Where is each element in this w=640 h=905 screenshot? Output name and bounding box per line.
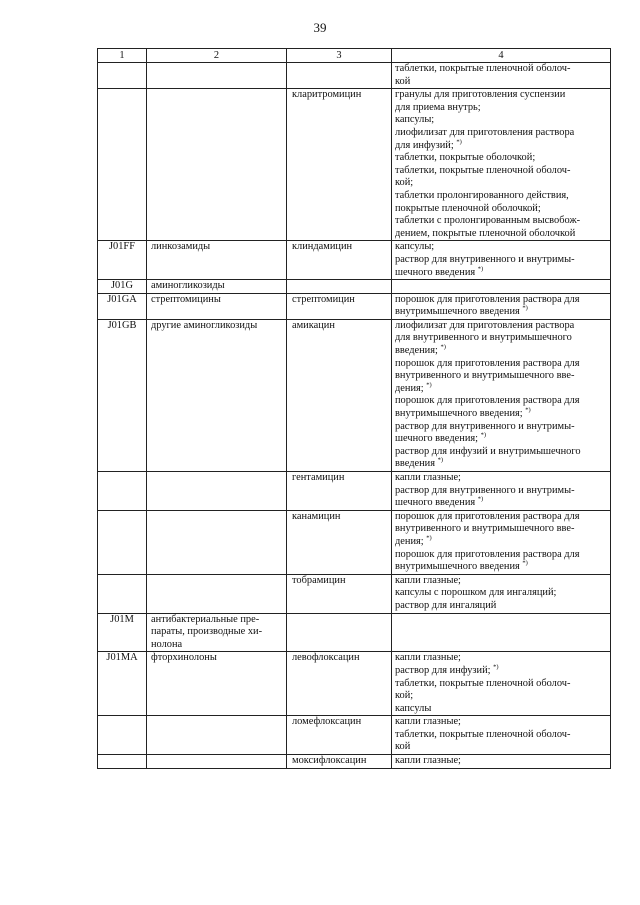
table-row — [98, 652, 611, 716]
drug-name-cell: стрептомицин — [287, 293, 392, 319]
dosage-form-line: таблетки, покрытые пленочной оболоч- — [395, 728, 571, 740]
group-name-cell — [147, 574, 287, 613]
group-name-cell — [147, 63, 287, 89]
group-name-cell — [147, 652, 287, 716]
dosage-form-line: лиофилизат для приготовления раствора — [395, 319, 575, 331]
footnote-mark: *) — [456, 138, 462, 146]
dosage-form-line: таблетки, покрытые оболочкой; — [395, 152, 536, 164]
dosage-form-line: таблетки с пролонгированным высвобож- — [395, 215, 581, 227]
dosage-form-line: кой; — [395, 690, 414, 702]
dosage-form-line: таблетки пролонгированного действия, — [395, 189, 569, 201]
table-row — [98, 755, 611, 769]
dosage-forms-cell — [392, 652, 611, 716]
cell-line: нолона — [151, 638, 183, 650]
drug-table — [97, 48, 611, 769]
drug-name-cell: клиндамицин — [287, 241, 392, 280]
group-name-cell — [147, 716, 287, 755]
dosage-form-line: порошок для приготовления раствора для — [395, 548, 580, 560]
group-name-cell — [147, 280, 287, 294]
dosage-form-line: внутривенного и внутримышечного вве- — [395, 370, 575, 382]
table-row — [98, 510, 611, 574]
header-col-3: 3 — [287, 49, 392, 63]
cell-line: антибактериальные пре- — [151, 613, 260, 625]
table-row — [98, 63, 611, 89]
atc-code-cell: J01M — [98, 613, 147, 652]
dosage-form-line: кой — [395, 741, 411, 753]
dosage-forms-cell — [392, 89, 611, 241]
atc-code-cell — [98, 63, 147, 89]
dosage-forms-cell — [392, 241, 611, 280]
dosage-forms-cell — [392, 716, 611, 755]
atc-code-cell: J01FF — [98, 241, 147, 280]
dosage-forms-cell — [392, 510, 611, 574]
cell-line: аминогликозиды — [151, 280, 225, 292]
dosage-form-line: покрытые пленочной оболочкой; — [395, 202, 541, 214]
dosage-form-line: кой — [395, 75, 411, 87]
atc-code-cell — [98, 472, 147, 511]
group-name-cell — [147, 89, 287, 241]
table-row — [98, 574, 611, 613]
atc-code-cell: J01MA — [98, 652, 147, 716]
atc-code-cell — [98, 89, 147, 241]
dosage-form-line: дения; *) — [395, 534, 432, 547]
dosage-form-line: капли глазные; — [395, 472, 461, 483]
dosage-form-line: раствор для ингаляций — [395, 599, 497, 611]
dosage-forms-cell — [392, 319, 611, 471]
header-col-1: 1 — [98, 49, 147, 63]
atc-code-cell — [98, 510, 147, 574]
dosage-form-line: лиофилизат для приготовления раствора — [395, 126, 575, 138]
drug-name-cell: канамицин — [287, 510, 392, 574]
header-col-2: 2 — [147, 49, 287, 63]
dosage-form-line: капли глазные; — [395, 716, 461, 728]
dosage-form-line: внутримышечного введения; *) — [395, 406, 531, 420]
table-row — [98, 89, 611, 241]
group-name-cell — [147, 510, 287, 574]
drug-name-cell — [287, 613, 392, 652]
dosage-form-line: порошок для приготовления раствора для — [395, 510, 580, 522]
table-body — [98, 63, 611, 769]
footnote-mark: *) — [437, 456, 444, 464]
dosage-form-line: для внутривенного и внутримышечного — [395, 332, 572, 344]
cell-line: другие аминогликозиды — [151, 319, 258, 331]
cell-line: стрептомицины — [151, 293, 221, 305]
dosage-form-line: раствор для инфузий; *) — [395, 663, 499, 676]
group-name-cell — [147, 319, 287, 471]
dosage-forms-cell — [392, 280, 611, 294]
dosage-form-line: раствор для инфузий и внутримышечного — [395, 445, 581, 457]
table-row — [98, 716, 611, 755]
cell-line: линкозамиды — [151, 241, 211, 253]
drug-name-cell — [287, 63, 392, 89]
dosage-form-line: для приема внутрь; — [395, 101, 481, 113]
table-row — [98, 319, 611, 471]
dosage-form-line: гранулы для приготовления суспензии — [395, 89, 566, 101]
drug-name-cell: тобрамицин — [287, 574, 392, 613]
dosage-forms-cell — [392, 613, 611, 652]
table-row — [98, 293, 611, 319]
dosage-form-line: внутривенного и внутримышечного вве- — [395, 523, 575, 535]
cell-line: фторхинолоны — [151, 652, 217, 664]
table-row — [98, 280, 611, 294]
group-name-cell — [147, 755, 287, 769]
table-header-row — [98, 49, 611, 63]
dosage-form-line: внутримышечного введения *) — [395, 304, 528, 318]
footnote-mark: *) — [522, 304, 528, 312]
dosage-forms-cell — [392, 755, 611, 769]
dosage-form-line: кой; — [395, 177, 414, 189]
dosage-form-line: капсулы — [395, 702, 432, 714]
page-number: 39 — [313, 20, 327, 35]
table-row — [98, 241, 611, 280]
dosage-form-line: капли глазные; — [395, 574, 461, 586]
dosage-form-line: шечного введения; *) — [395, 431, 487, 445]
dosage-form-line: капсулы; — [395, 241, 435, 253]
footnote-mark: *) — [480, 431, 487, 439]
footnote-mark: *) — [477, 265, 484, 273]
atc-code-cell: J01GB — [98, 319, 147, 471]
dosage-form-line: дения; *) — [395, 381, 432, 394]
footnote-mark: *) — [522, 559, 528, 567]
dosage-form-line: раствор для внутривенного и внутримы- — [395, 484, 575, 496]
atc-code-cell: J01GA — [98, 293, 147, 319]
drug-name-cell: моксифлоксацин — [287, 755, 392, 769]
dosage-forms-cell — [392, 63, 611, 89]
dosage-form-line: введения; *) — [395, 343, 446, 357]
footnote-mark: *) — [477, 495, 484, 503]
dosage-form-line: для инфузий; *) — [395, 138, 462, 151]
dosage-form-line: капли глазные; — [395, 652, 461, 664]
dosage-form-line: капсулы; — [395, 114, 435, 126]
footnote-mark: *) — [440, 343, 446, 351]
atc-code-cell: J01G — [98, 280, 147, 294]
group-name-cell — [147, 472, 287, 511]
atc-code-cell — [98, 574, 147, 613]
footnote-mark: *) — [426, 381, 432, 389]
dosage-form-line: капсулы с порошком для ингаляций; — [395, 587, 557, 599]
group-name-cell — [147, 293, 287, 319]
drug-name-cell: ломефлоксацин — [287, 716, 392, 755]
drug-name-cell — [287, 280, 392, 294]
table-row — [98, 472, 611, 511]
group-name-cell — [147, 613, 287, 652]
dosage-form-line: капли глазные; — [395, 755, 461, 767]
header-col-4: 4 — [392, 49, 611, 63]
group-name-cell — [147, 241, 287, 280]
dosage-form-line: раствор для внутривенного и внутримы- — [395, 253, 575, 265]
dosage-form-line: шечного введения *) — [395, 495, 484, 509]
dosage-form-line: внутримышечного введения *) — [395, 559, 528, 573]
drug-name-cell: амикацин — [287, 319, 392, 471]
dosage-forms-cell — [392, 472, 611, 511]
drug-name-cell: кларитромицин — [287, 89, 392, 241]
dosage-form-line: порошок для приготовления раствора для — [395, 395, 580, 407]
atc-code-cell — [98, 755, 147, 769]
footnote-mark: *) — [426, 534, 432, 542]
dosage-form-line: порошок для приготовления раствора для — [395, 293, 580, 305]
drug-name-cell: левофлоксацин — [287, 652, 392, 716]
dosage-form-line: таблетки, покрытые пленочной оболоч- — [395, 677, 571, 689]
dosage-forms-cell — [392, 574, 611, 613]
drug-name-cell: гентамицин — [287, 472, 392, 511]
cell-line: параты, производные хи- — [151, 626, 263, 638]
atc-code-cell — [98, 716, 147, 755]
dosage-form-line: шечного введения *) — [395, 265, 484, 278]
dosage-form-line: введения *) — [395, 456, 444, 470]
footnote-mark: *) — [493, 663, 499, 671]
dosage-form-line: порошок для приготовления раствора для — [395, 357, 580, 369]
dosage-form-line: дением, покрытые пленочной оболочкой — [395, 227, 576, 239]
dosage-form-line: таблетки, покрытые пленочной оболоч- — [395, 63, 571, 74]
dosage-form-line: раствор для внутривенного и внутримы- — [395, 420, 575, 432]
dosage-form-line: таблетки, покрытые пленочной оболоч- — [395, 164, 571, 176]
table-row — [98, 613, 611, 652]
footnote-mark: *) — [525, 406, 531, 414]
dosage-forms-cell — [392, 293, 611, 319]
